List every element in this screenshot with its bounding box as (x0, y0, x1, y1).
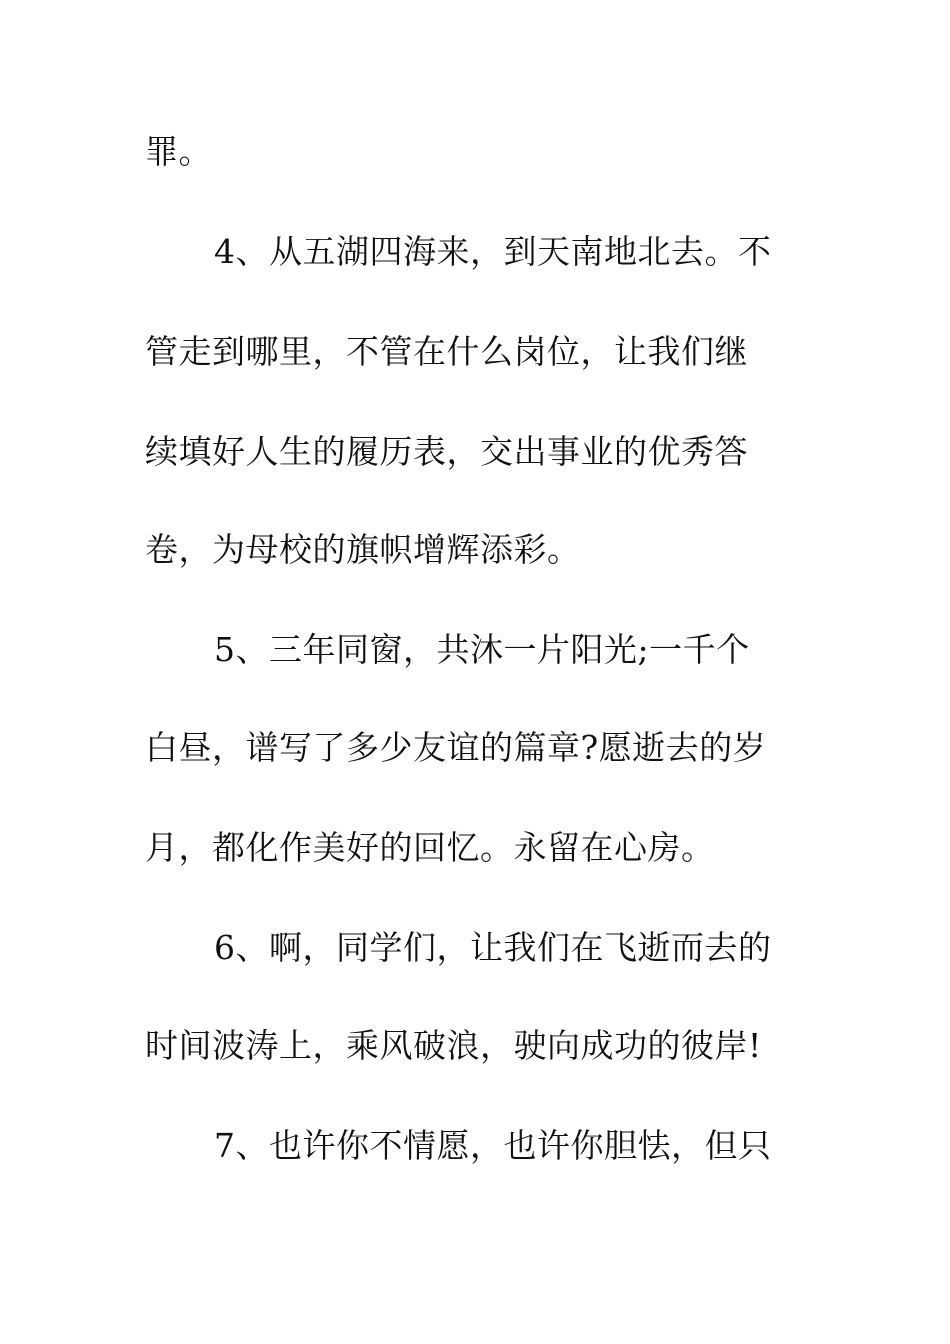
text-line: 时间波涛上，乘风破浪，驶向成功的彼岸! (145, 1026, 762, 1065)
paragraph-5-first-line: 5、三年同窗，共沐一片阳光;一千个 (214, 630, 750, 669)
text-line: 续填好人生的履历表，交出事业的优秀答 (145, 432, 748, 471)
text-line: 卷，为母校的旗帜增辉添彩。 (145, 530, 581, 569)
paragraph-4-first-line: 4、从五湖四海来，到天南地北去。不 (214, 232, 772, 271)
text-line: 管走到哪里，不管在什么岗位，让我们继 (145, 332, 748, 371)
paragraph-6-first-line: 6、啊，同学们，让我们在飞逝而去的 (214, 928, 772, 967)
text-line: 罪。 (145, 132, 212, 171)
paragraph-7-first-line: 7、也许你不情愿，也许你胆怯，但只 (214, 1126, 772, 1165)
text-line: 白昼，谱写了多少友谊的篇章?愿逝去的岁 (145, 728, 767, 767)
text-line: 月，都化作美好的回忆。永留在心房。 (145, 828, 715, 867)
